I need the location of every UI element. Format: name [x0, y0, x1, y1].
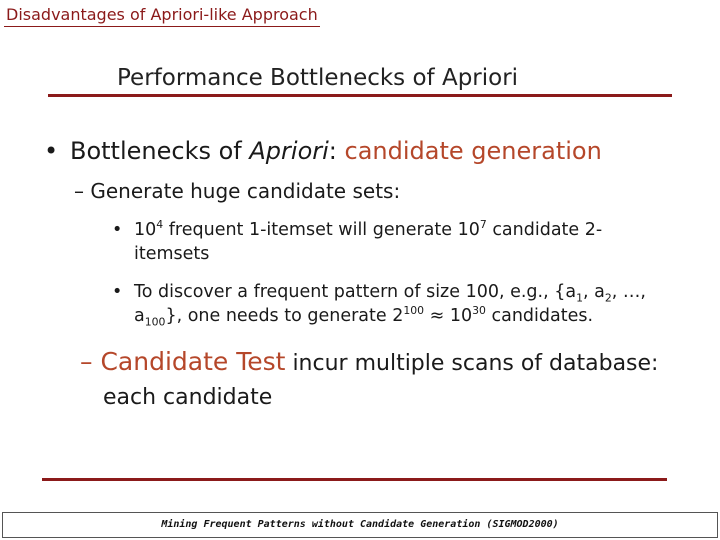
candidate-test-cont: each candidate: [103, 385, 273, 410]
item-itemsets: [112, 218, 672, 266]
slide-title: Performance Bottlenecks of Apriori: [117, 65, 519, 91]
footer-citation: Mining Frequent Patterns without Candidate Generation (SIGMOD2000): [2, 512, 718, 538]
bullet-apriori-em: Apriori: [249, 137, 329, 165]
bottom-divider: [42, 478, 667, 481]
sub-bullet-generate: – Generate huge candidate sets:: [74, 179, 401, 203]
bullet-icon: •: [112, 220, 123, 240]
candidate-test-rest: incur multiple scans of database:: [285, 351, 659, 376]
bullet-prefix: Bottlenecks of: [70, 137, 250, 165]
item-discover-text: To discover a frequent pattern of size 100, e.g., {$a_1$, $a_2$, …, $a_{100}$}, one needs to generate $2^{100} \approx 10^{30}$ candidates.: [134, 282, 646, 329]
section-header: Disadvantages of Apriori-like Approach: [4, 5, 320, 27]
bullet-bottlenecks: [44, 134, 602, 168]
item-itemsets-text: $10^4$ frequent 1-itemset will generate $10^7$ candidate 2-itemsets: [134, 218, 603, 264]
sub-bullet-candidate-test: [80, 345, 700, 415]
candidate-test-dash: –: [80, 347, 101, 376]
item-discover: [112, 280, 692, 328]
bullet-colon: :: [328, 137, 345, 165]
bullet-accent: candidate generation: [344, 137, 602, 165]
bullet-icon: •: [44, 137, 59, 165]
bullet-icon: •: [112, 282, 123, 302]
title-divider: [48, 94, 672, 97]
candidate-test-accent: Candidate Test: [100, 347, 286, 376]
